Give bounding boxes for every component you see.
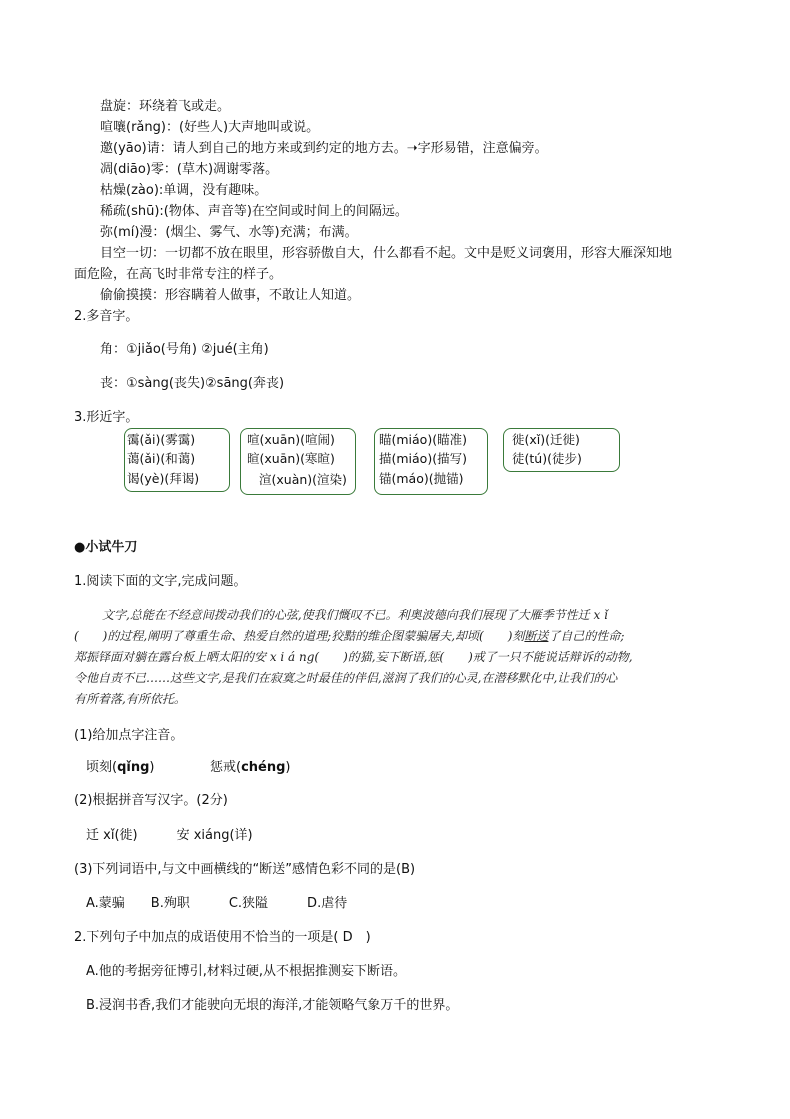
- question-1: 1.阅读下面的文字,完成问题。: [74, 574, 247, 589]
- question-2-option-b: B.浸润书香,我们才能驶向无垠的海洋,才能领略气象万千的世界。: [86, 998, 459, 1013]
- similar-char: 徙(xǐ)(迁徙): [512, 432, 580, 447]
- polyphone-item-jiao: 角：①jiǎo(号角) ②jué(主角): [100, 342, 269, 357]
- similar-char: 瞄(miáo)(瞄准): [379, 432, 467, 447]
- similar-char: 徒(tú)(徒步): [512, 451, 582, 466]
- vocab-item: 喧嚷(rǎng)：(好些人)大声地叫或说。: [100, 120, 320, 135]
- passage-line: ( )的过程,阐明了尊重生命、热爱自然的道理;狡黠的维企图蒙骗屠夫,却顷( )刻断送了自己的性命;: [74, 629, 625, 643]
- question-2: 2.下列句子中加点的成语使用不恰当的一项是( D ): [74, 930, 371, 945]
- similar-char: 谒(yè)(拜谒): [127, 471, 200, 486]
- similar-char: 暄(xuān)(寒暄): [247, 451, 335, 466]
- polyphone-item-sang: 丧：①sàng(丧失)②sāng(奔丧): [100, 376, 285, 391]
- sub-question-2: (2)根据拼音写汉字。(2分): [74, 793, 228, 808]
- vocab-item: 目空一切：一切都不放在眼里，形容骄傲自大，什么都看不起。文中是贬义词褒用，形容大雁深知地: [100, 246, 673, 261]
- sub-question-1: (1)给加点字注音。: [74, 728, 184, 743]
- answer-2: 迁 xǐ(徙) 安 xiáng(详): [86, 828, 253, 843]
- practice-heading: ●小试牛刀: [74, 540, 138, 555]
- section-title-similar: 3.形近字。: [74, 410, 139, 425]
- similar-char: 渲(xuàn)(渲染): [259, 472, 347, 487]
- similar-group-box: [240, 428, 356, 495]
- vocab-item: 盘旋：环绕着飞或走。: [100, 99, 231, 114]
- similar-group-box: [374, 428, 488, 495]
- sub-question-3: (3)下列词语中,与文中画横线的“断送”感情色彩不同的是(B): [74, 862, 416, 877]
- vocab-item: 偷偷摸摸：形容瞒着人做事，不敢让人知道。: [100, 288, 361, 303]
- answer-3-options: A.蒙骗 B.殉职 C.狭隘 D.虐待: [86, 896, 348, 911]
- vocab-item: 稀疏(shū):(物体、声音等)在空间或时间上的间隔远。: [100, 204, 408, 219]
- similar-group-box: [503, 428, 620, 472]
- passage-line: 令他自责不已……这些文字,是我们在寂寞之时最佳的伴侣,滋润了我们的心灵,在潜移默化中,让我们的心: [74, 671, 618, 685]
- underlined-word: 断送: [524, 629, 549, 643]
- similar-char: 描(miáo)(描写): [379, 451, 467, 466]
- vocab-item: 枯燥(zào):单调，没有趣味。: [100, 183, 268, 198]
- similar-char: 蔼(ǎi)(和蔼): [127, 451, 196, 466]
- passage-line: 文字,总能在不经意间拨动我们的心弦,使我们慨叹不已。利奥波德向我们展现了大雁季节性迁 x ǐ: [102, 608, 608, 622]
- similar-group-box: [124, 428, 230, 492]
- answer-1a: 顷刻(qǐng): [86, 760, 155, 775]
- vocab-item: 凋(diāo)零：(草木)凋谢零落。: [100, 162, 279, 177]
- vocab-item-continued: 面危险，在高飞时非常专注的样子。: [74, 267, 283, 282]
- similar-char: 喧(xuān)(喧闹): [247, 432, 335, 447]
- section-title-polyphone: 2.多音字。: [74, 309, 139, 324]
- vocab-item: 弥(mí)漫：(烟尘、雾气、水等)充满；布满。: [100, 225, 358, 240]
- passage-line: 有所着落,有所依托。: [74, 692, 186, 706]
- similar-char: 霭(ǎi)(雾霭): [127, 432, 196, 447]
- passage-line: 郑振铎面对躺在露台板上晒太阳的安 x i á ng( )的猫,妄下断语,惩( )戒了一只不能说话辩诉的动物,: [74, 650, 633, 664]
- answer-1b: 惩戒(chéng): [210, 760, 291, 775]
- reading-passage: [74, 605, 724, 710]
- vocab-item: 邀(yāo)请：请人到自己的地方来或到约定的地方去。➝字形易错，注意偏旁。: [100, 141, 548, 156]
- similar-char: 锚(máo)(抛锚): [379, 471, 464, 486]
- question-2-option-a: A.他的考据旁征博引,材料过硬,从不根据推测妄下断语。: [86, 964, 407, 979]
